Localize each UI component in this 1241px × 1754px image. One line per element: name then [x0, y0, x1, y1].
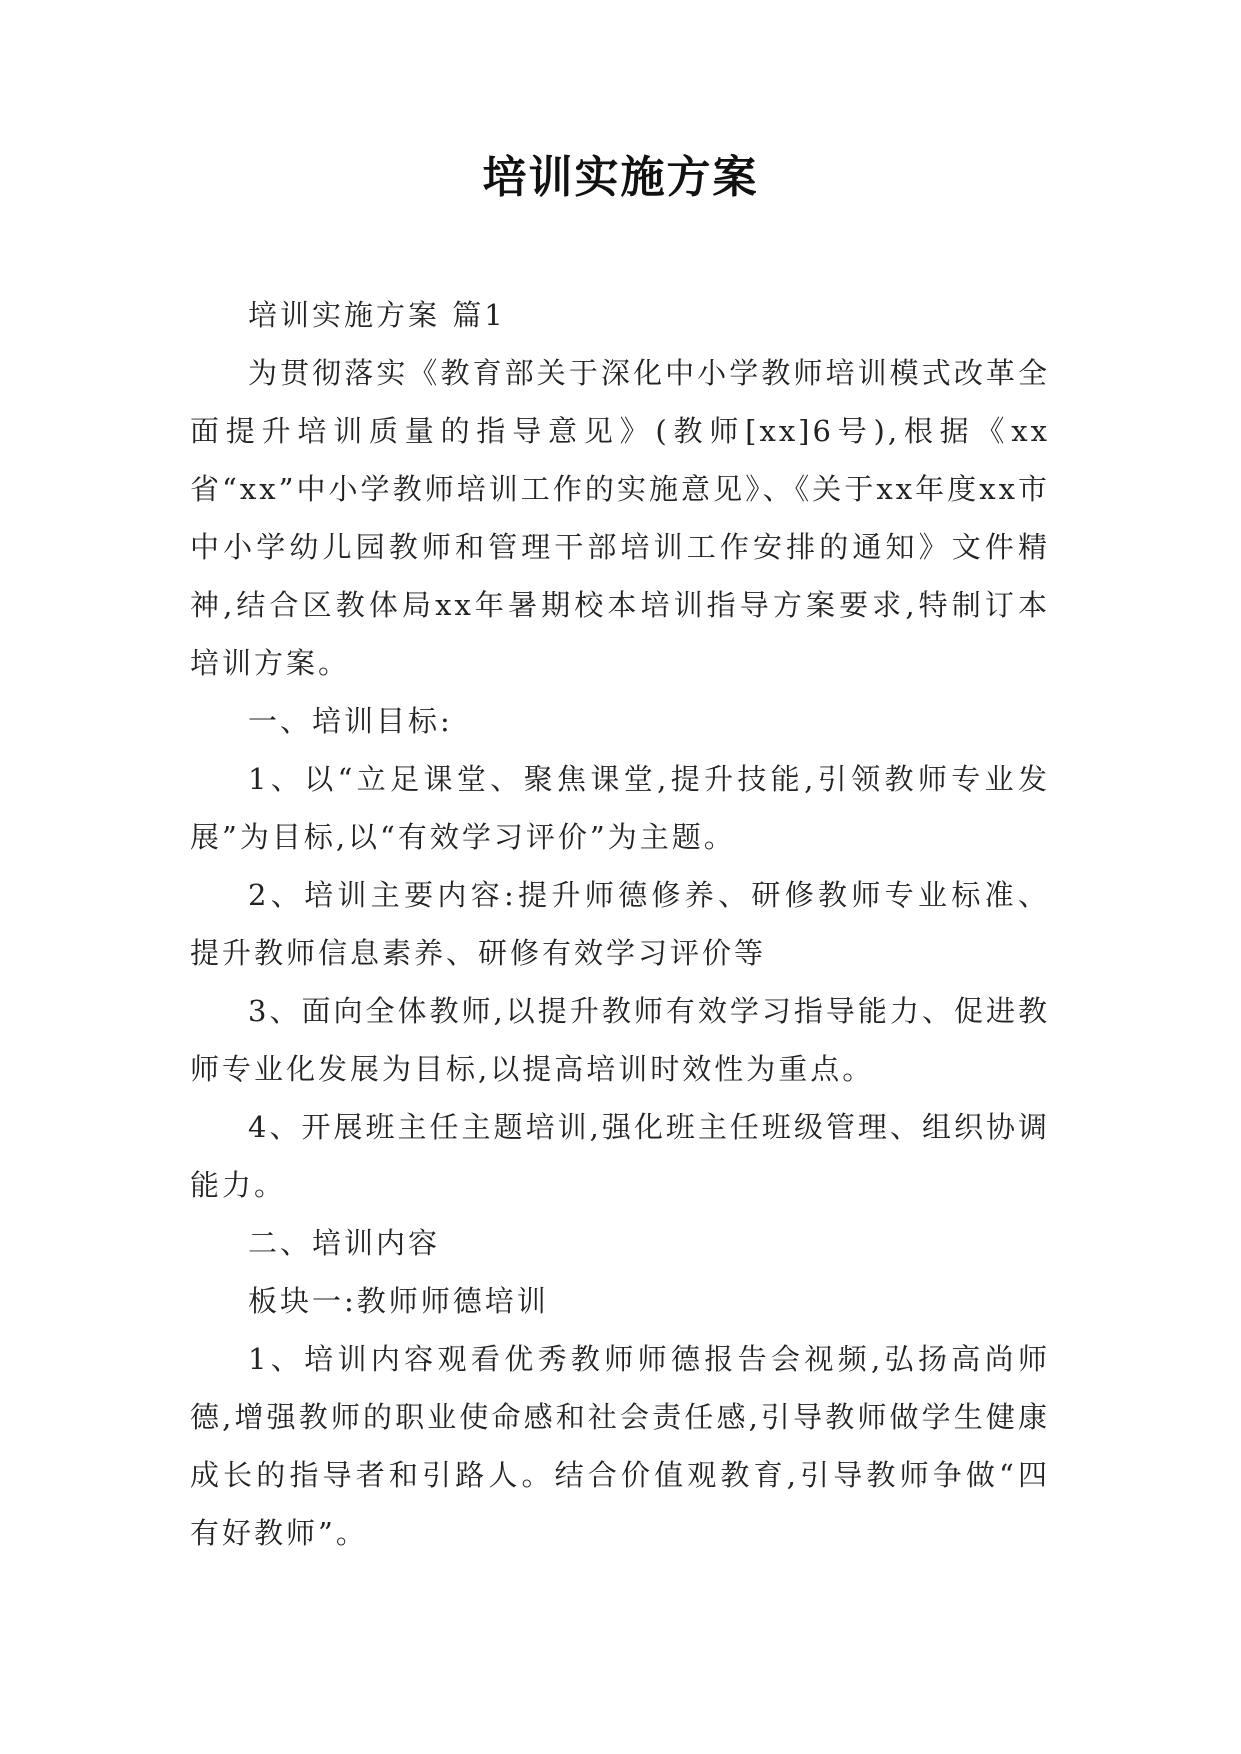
module-1-heading: 板块一:教师师德培训	[248, 1284, 549, 1318]
intro-paragraph: 为贯彻落实《教育部关于深化中小学教师培训模式改革全面提升培训质量的指导意见》(教师[xx]6号),根据《xx省“xx”中小学教师培训工作的实施意见》、《关于xx年度xx市中小学幼儿园教师和管理干部培训工作安排的通知》文件精神,结合区教体局xx年暑期校本培训指导方案要求,特制订本培训方案。	[190, 356, 1050, 680]
goal-item-1: 1、以“立足课堂、聚焦课堂,提升技能,引领教师专业发展”为目标,以“有效学习评价”为主题。	[190, 762, 1050, 854]
heading-training-goals: 一、培训目标:	[248, 704, 453, 738]
heading-training-content: 二、培训内容	[248, 1226, 441, 1260]
document-title: 培训实施方案	[482, 152, 759, 203]
goal-item-2: 2、培训主要内容:提升师德修养、研修教师专业标准、提升教师信息素养、研修有效学习评价等	[190, 878, 1050, 970]
module-1-item-1: 1、培训内容观看优秀教师师德报告会视频,弘扬高尚师德,增强教师的职业使命感和社会责任感,引导教师做学生健康成长的指导者和引路人。结合价值观教育,引导教师争做“四有好教师”。	[190, 1342, 1050, 1550]
goal-item-3: 3、面向全体教师,以提升教师有效学习指导能力、促进教师专业化发展为目标,以提高培训时效性为重点。	[190, 994, 1050, 1086]
document-body	[190, 286, 1050, 1562]
section-heading-part-1: 培训实施方案 篇1	[248, 298, 506, 332]
goal-item-4: 4、开展班主任主题培训,强化班主任班级管理、组织协调能力。	[190, 1110, 1050, 1202]
